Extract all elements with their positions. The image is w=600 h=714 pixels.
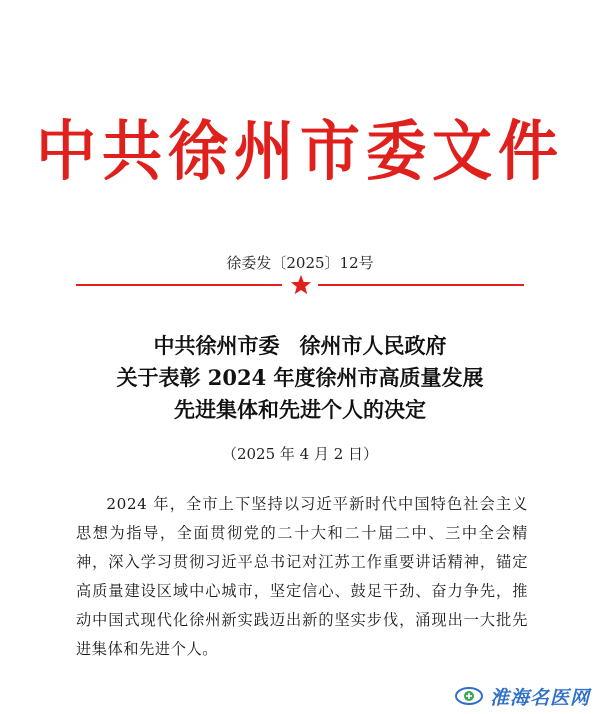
title-issuer-party: 中共徐州市委 (153, 333, 280, 358)
document-date: （2025 年 4 月 2 日） (221, 445, 379, 463)
watermark-logo-icon (454, 684, 484, 708)
document-number: 徐委发〔2025〕12号 (226, 254, 374, 272)
title-line-3: 先进集体和先进个人的决定 (174, 397, 426, 422)
body-paragraph: 2024 年，全市上下坚持以习近平新时代中国特色社会主义思想为指导，全面贯彻党的二十大和二十届二中、三中全会精神，深入学习贯彻习近平总书记对江苏工作重要讲话精神，锚定高质量建设区域中心城市，坚定信心、鼓足干劲、奋力争先，推动中国式现代化徐州新实践迈出新的坚实步伐，涌现出一大批先进集体和先进个人。 (76, 495, 528, 658)
red-star-icon (290, 274, 312, 296)
document-title (0, 330, 600, 426)
site-watermark (454, 682, 590, 710)
divider-line-right (318, 284, 524, 286)
title-issuer-government: 徐州市人民政府 (299, 333, 447, 358)
title-line-1 (0, 330, 600, 362)
divider-line-left (76, 284, 282, 286)
watermark-text: 淮海名医网 (489, 686, 590, 709)
title-line-2: 关于表彰 2024 年度徐州市高质量发展 (116, 365, 484, 390)
document-masthead: 中共徐州市委文件 (36, 114, 564, 190)
red-divider (76, 274, 524, 296)
